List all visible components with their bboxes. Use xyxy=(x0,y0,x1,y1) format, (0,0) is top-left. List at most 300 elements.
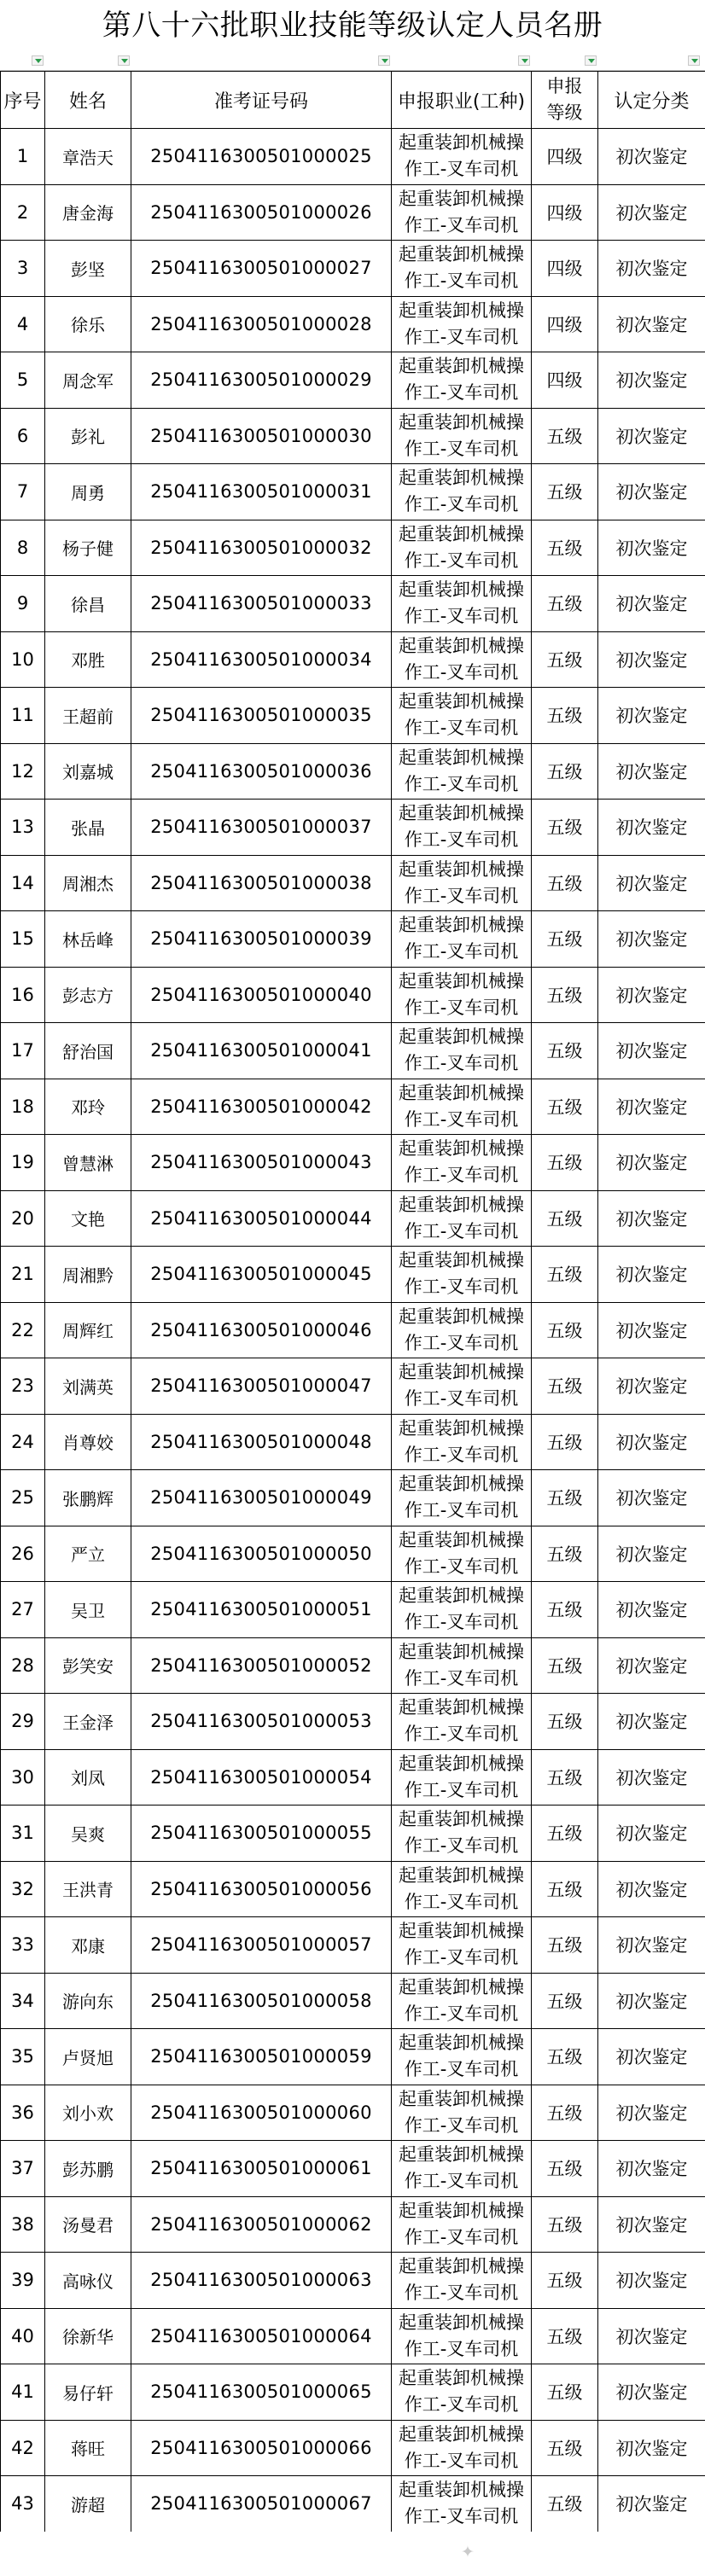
header-level xyxy=(532,72,598,129)
cell-job-line1: 起重装卸机械操 xyxy=(399,1026,524,1048)
cell-type: 初次鉴定 xyxy=(598,520,705,576)
cell-name: 张鹏辉 xyxy=(45,1470,131,1526)
cell-job xyxy=(392,2364,532,2421)
table-header-row xyxy=(1,72,705,129)
cell-cert: 2504116300501000065 xyxy=(131,2364,392,2421)
cell-cert: 2504116300501000059 xyxy=(131,2029,392,2085)
cell-cert: 2504116300501000042 xyxy=(131,1079,392,1135)
cell-name: 邓康 xyxy=(45,1917,131,1974)
table-row xyxy=(1,2476,705,2532)
cell-type: 初次鉴定 xyxy=(598,2141,705,2197)
cell-level: 四级 xyxy=(532,241,598,297)
cell-cert: 2504116300501000041 xyxy=(131,1023,392,1079)
cell-cert: 2504116300501000031 xyxy=(131,464,392,520)
cell-type: 初次鉴定 xyxy=(598,911,705,968)
cell-job-line1: 起重装卸机械操 xyxy=(399,244,524,265)
cell-seq: 33 xyxy=(1,1917,45,1974)
cell-level: 五级 xyxy=(532,1302,598,1358)
header-level-line2: 等级 xyxy=(546,102,583,123)
cell-job xyxy=(392,688,532,744)
cell-job xyxy=(392,1190,532,1247)
cell-job xyxy=(392,296,532,352)
cell-job-line2: 作工-叉车司机 xyxy=(404,1612,519,1633)
cell-level: 五级 xyxy=(532,631,598,688)
cell-job-line2: 作工-叉车司机 xyxy=(404,1165,519,1186)
cell-job-line2: 作工-叉车司机 xyxy=(404,1667,519,1689)
cell-type: 初次鉴定 xyxy=(598,800,705,856)
cell-job-line1: 起重装卸机械操 xyxy=(399,1809,524,1830)
cell-job xyxy=(392,2476,532,2532)
cell-job-line1: 起重装卸机械操 xyxy=(399,1585,524,1607)
cell-cert: 2504116300501000067 xyxy=(131,2476,392,2532)
cell-job-line1: 起重装卸机械操 xyxy=(399,2423,524,2445)
table-row xyxy=(1,2196,705,2253)
cell-type: 初次鉴定 xyxy=(598,967,705,1023)
cell-job xyxy=(392,2141,532,2197)
cell-job-line1: 起重装卸机械操 xyxy=(399,2144,524,2166)
cell-cert: 2504116300501000029 xyxy=(131,352,392,409)
cell-job-line2: 作工-叉车司机 xyxy=(404,1555,519,1577)
cell-level: 五级 xyxy=(532,688,598,744)
cell-cert: 2504116300501000051 xyxy=(131,1582,392,1638)
cell-job-line2: 作工-叉车司机 xyxy=(404,997,519,1018)
cell-job-line2: 作工-叉车司机 xyxy=(404,2394,519,2416)
cell-type: 初次鉴定 xyxy=(598,1637,705,1694)
cell-job-line2: 作工-叉车司机 xyxy=(404,773,519,794)
cell-job xyxy=(392,743,532,800)
cell-cert: 2504116300501000043 xyxy=(131,1135,392,1191)
cell-job xyxy=(392,1358,532,1415)
cell-job-line2: 作工-叉车司机 xyxy=(404,1444,519,1465)
table-row xyxy=(1,1806,705,1862)
cell-seq: 30 xyxy=(1,1749,45,1806)
cell-job-line1: 起重装卸机械操 xyxy=(399,1753,524,1774)
cell-type: 初次鉴定 xyxy=(598,855,705,911)
table-row xyxy=(1,1414,705,1470)
table-row xyxy=(1,1358,705,1415)
filter-dropdown-icon[interactable] xyxy=(585,55,597,66)
cell-job-line1: 起重装卸机械操 xyxy=(399,803,524,824)
cell-job-line2: 作工-叉车司机 xyxy=(404,1724,519,1745)
cell-seq: 29 xyxy=(1,1694,45,1750)
table-row xyxy=(1,2141,705,2197)
cell-name: 刘凤 xyxy=(45,1749,131,1806)
cell-job-line2: 作工-叉车司机 xyxy=(404,270,519,292)
cell-name: 肖尊姣 xyxy=(45,1414,131,1470)
roster-table xyxy=(0,71,705,2532)
cell-job xyxy=(392,464,532,520)
cell-job-line1: 起重装卸机械操 xyxy=(399,2200,524,2221)
cell-cert: 2504116300501000038 xyxy=(131,855,392,911)
cell-job xyxy=(392,2085,532,2141)
cell-name: 易仔轩 xyxy=(45,2364,131,2421)
cell-seq: 12 xyxy=(1,743,45,800)
cell-job-line2: 作工-叉车司机 xyxy=(404,2003,519,2024)
cell-level: 五级 xyxy=(532,2308,598,2364)
cell-job-line1: 起重装卸机械操 xyxy=(399,1474,524,1495)
cell-seq: 28 xyxy=(1,1637,45,1694)
cell-type: 初次鉴定 xyxy=(598,688,705,744)
cell-job-line1: 起重装卸机械操 xyxy=(399,1864,524,1886)
filter-bar xyxy=(0,51,705,71)
cell-cert: 2504116300501000030 xyxy=(131,408,392,464)
cell-type: 初次鉴定 xyxy=(598,1582,705,1638)
cell-seq: 31 xyxy=(1,1806,45,1862)
cell-seq: 26 xyxy=(1,1526,45,1582)
table-row xyxy=(1,855,705,911)
cell-type: 初次鉴定 xyxy=(598,2308,705,2364)
cell-job xyxy=(392,855,532,911)
cell-job xyxy=(392,2253,532,2309)
cell-type: 初次鉴定 xyxy=(598,2029,705,2085)
cell-job xyxy=(392,1694,532,1750)
cell-job-line2: 作工-叉车司机 xyxy=(404,214,519,236)
header-seq: 序号 xyxy=(1,72,45,129)
cell-cert: 2504116300501000052 xyxy=(131,1637,392,1694)
table-row xyxy=(1,2420,705,2476)
cell-cert: 2504116300501000044 xyxy=(131,1190,392,1247)
cell-cert: 2504116300501000058 xyxy=(131,1973,392,2029)
cell-cert: 2504116300501000066 xyxy=(131,2420,392,2476)
table-row xyxy=(1,1302,705,1358)
cell-level: 四级 xyxy=(532,129,598,185)
cell-type: 初次鉴定 xyxy=(598,631,705,688)
cell-level: 五级 xyxy=(532,408,598,464)
filter-dropdown-icon[interactable] xyxy=(118,55,130,66)
cell-job xyxy=(392,352,532,409)
cell-seq: 34 xyxy=(1,1973,45,2029)
cell-cert: 2504116300501000045 xyxy=(131,1247,392,1303)
cell-cert: 2504116300501000036 xyxy=(131,743,392,800)
cell-name: 舒治国 xyxy=(45,1023,131,1079)
cell-job xyxy=(392,1079,532,1135)
cell-job-line1: 起重装卸机械操 xyxy=(399,691,524,712)
cell-name: 邓玲 xyxy=(45,1079,131,1135)
cell-type: 初次鉴定 xyxy=(598,241,705,297)
cell-name: 彭志方 xyxy=(45,967,131,1023)
cell-job-line2: 作工-叉车司机 xyxy=(404,159,519,180)
cell-seq: 10 xyxy=(1,631,45,688)
cell-seq: 42 xyxy=(1,2420,45,2476)
cell-level: 五级 xyxy=(532,1637,598,1694)
table-row xyxy=(1,2029,705,2085)
cell-name: 严立 xyxy=(45,1526,131,1582)
cell-type: 初次鉴定 xyxy=(598,1190,705,1247)
filter-dropdown-icon[interactable] xyxy=(518,55,530,66)
cell-type: 初次鉴定 xyxy=(598,352,705,409)
cell-type: 初次鉴定 xyxy=(598,576,705,632)
cell-job-line1: 起重装卸机械操 xyxy=(399,915,524,936)
cell-job-line1: 起重装卸机械操 xyxy=(399,635,524,656)
cell-job xyxy=(392,408,532,464)
cell-name: 周湘黔 xyxy=(45,1247,131,1303)
cell-job-line2: 作工-叉车司机 xyxy=(404,1947,519,1968)
cell-seq: 4 xyxy=(1,296,45,352)
cell-name: 张晶 xyxy=(45,800,131,856)
cell-type: 初次鉴定 xyxy=(598,743,705,800)
table-row xyxy=(1,129,705,185)
cell-type: 初次鉴定 xyxy=(598,1023,705,1079)
cell-job xyxy=(392,1526,532,1582)
cell-level: 五级 xyxy=(532,1806,598,1862)
cell-cert: 2504116300501000040 xyxy=(131,967,392,1023)
cell-type: 初次鉴定 xyxy=(598,2420,705,2476)
cell-cert: 2504116300501000056 xyxy=(131,1861,392,1917)
cell-cert: 2504116300501000062 xyxy=(131,2196,392,2253)
cell-cert: 2504116300501000047 xyxy=(131,1358,392,1415)
cell-job-line1: 起重装卸机械操 xyxy=(399,1194,524,1215)
cell-seq: 13 xyxy=(1,800,45,856)
cell-job-line1: 起重装卸机械操 xyxy=(399,2311,524,2333)
cell-seq: 18 xyxy=(1,1079,45,1135)
cell-seq: 36 xyxy=(1,2085,45,2141)
cell-cert: 2504116300501000057 xyxy=(131,1917,392,1974)
cell-cert: 2504116300501000050 xyxy=(131,1526,392,1582)
cell-cert: 2504116300501000049 xyxy=(131,1470,392,1526)
cell-job xyxy=(392,1637,532,1694)
cell-job-line2: 作工-叉车司机 xyxy=(404,438,519,459)
table-row xyxy=(1,967,705,1023)
cell-name: 刘小欢 xyxy=(45,2085,131,2141)
cell-job-line1: 起重装卸机械操 xyxy=(399,1138,524,1160)
cell-seq: 24 xyxy=(1,1414,45,1470)
table-row xyxy=(1,1582,705,1638)
cell-job xyxy=(392,1023,532,1079)
cell-cert: 2504116300501000064 xyxy=(131,2308,392,2364)
cell-job xyxy=(392,1749,532,1806)
cell-job-line2: 作工-叉车司机 xyxy=(404,661,519,683)
cell-seq: 21 xyxy=(1,1247,45,1303)
cell-name: 徐乐 xyxy=(45,296,131,352)
cell-type: 初次鉴定 xyxy=(598,1973,705,2029)
cell-job-line2: 作工-叉车司机 xyxy=(404,494,519,515)
table-row xyxy=(1,1023,705,1079)
cell-level: 五级 xyxy=(532,2085,598,2141)
cell-job-line2: 作工-叉车司机 xyxy=(404,2338,519,2359)
cell-job-line2: 作工-叉车司机 xyxy=(404,2059,519,2080)
cell-type: 初次鉴定 xyxy=(598,1135,705,1191)
cell-job-line2: 作工-叉车司机 xyxy=(404,941,519,962)
cell-name: 彭笑安 xyxy=(45,1637,131,1694)
cell-type: 初次鉴定 xyxy=(598,1358,705,1415)
cell-cert: 2504116300501000032 xyxy=(131,520,392,576)
cell-name: 彭礼 xyxy=(45,408,131,464)
table-row xyxy=(1,1079,705,1135)
cell-job-line1: 起重装卸机械操 xyxy=(399,188,524,209)
cell-level: 五级 xyxy=(532,1190,598,1247)
cell-type: 初次鉴定 xyxy=(598,129,705,185)
cell-seq: 15 xyxy=(1,911,45,968)
cell-seq: 39 xyxy=(1,2253,45,2309)
cell-job-line1: 起重装卸机械操 xyxy=(399,1921,524,1942)
cell-job-line2: 作工-叉车司机 xyxy=(404,1276,519,1298)
table-row xyxy=(1,408,705,464)
cell-name: 高咏仪 xyxy=(45,2253,131,2309)
table-row xyxy=(1,2364,705,2421)
cell-seq: 19 xyxy=(1,1135,45,1191)
cell-seq: 40 xyxy=(1,2308,45,2364)
filter-dropdown-icon[interactable] xyxy=(688,55,700,66)
cell-job-line2: 作工-叉车司机 xyxy=(404,2282,519,2304)
cell-job xyxy=(392,1135,532,1191)
cell-cert: 2504116300501000035 xyxy=(131,688,392,744)
cell-job xyxy=(392,2308,532,2364)
cell-job-line2: 作工-叉车司机 xyxy=(404,2171,519,2192)
cell-name: 卢贤旭 xyxy=(45,2029,131,2085)
cell-level: 五级 xyxy=(532,1526,598,1582)
filter-dropdown-icon[interactable] xyxy=(32,55,44,66)
table-row xyxy=(1,1135,705,1191)
cell-job xyxy=(392,1861,532,1917)
cell-level: 五级 xyxy=(532,743,598,800)
table-row xyxy=(1,2085,705,2141)
cell-job-line2: 作工-叉车司机 xyxy=(404,1835,519,1857)
cell-job-line2: 作工-叉车司机 xyxy=(404,1500,519,1521)
table-row xyxy=(1,464,705,520)
table-row xyxy=(1,1526,705,1582)
cell-job-line2: 作工-叉车司机 xyxy=(404,1053,519,1074)
cell-job xyxy=(392,1302,532,1358)
cell-job-line1: 起重装卸机械操 xyxy=(399,411,524,433)
cell-job xyxy=(392,576,532,632)
cell-level: 五级 xyxy=(532,967,598,1023)
cell-type: 初次鉴定 xyxy=(598,1414,705,1470)
cell-job xyxy=(392,1973,532,2029)
cell-job-line2: 作工-叉车司机 xyxy=(404,2114,519,2136)
cell-name: 徐新华 xyxy=(45,2308,131,2364)
cell-job-line1: 起重装卸机械操 xyxy=(399,858,524,880)
cell-level: 五级 xyxy=(532,1694,598,1750)
cell-cert: 2504116300501000026 xyxy=(131,184,392,241)
cell-level: 五级 xyxy=(532,576,598,632)
cell-level: 五级 xyxy=(532,1247,598,1303)
cell-job-line1: 起重装卸机械操 xyxy=(399,2368,524,2389)
cell-job-line1: 起重装卸机械操 xyxy=(399,299,524,321)
cell-job xyxy=(392,2420,532,2476)
cell-seq: 6 xyxy=(1,408,45,464)
cell-seq: 27 xyxy=(1,1582,45,1638)
cell-job-line2: 作工-叉车司机 xyxy=(404,885,519,906)
cell-job-line2: 作工-叉车司机 xyxy=(404,1108,519,1130)
cell-name: 游超 xyxy=(45,2476,131,2532)
filter-dropdown-icon[interactable] xyxy=(378,55,390,66)
cell-job-line2: 作工-叉车司机 xyxy=(404,1891,519,1912)
cell-seq: 2 xyxy=(1,184,45,241)
cell-seq: 32 xyxy=(1,1861,45,1917)
cell-level: 五级 xyxy=(532,2420,598,2476)
cell-cert: 2504116300501000028 xyxy=(131,296,392,352)
cell-name: 王金泽 xyxy=(45,1694,131,1750)
cell-type: 初次鉴定 xyxy=(598,464,705,520)
cell-name: 周勇 xyxy=(45,464,131,520)
cell-job xyxy=(392,967,532,1023)
cell-job-line1: 起重装卸机械操 xyxy=(399,1362,524,1383)
table-row xyxy=(1,1190,705,1247)
cell-cert: 2504116300501000048 xyxy=(131,1414,392,1470)
cell-job-line2: 作工-叉车司机 xyxy=(404,1779,519,1800)
cell-job-line2: 作工-叉车司机 xyxy=(404,1388,519,1410)
table-row xyxy=(1,1917,705,1974)
table-row xyxy=(1,1749,705,1806)
cell-name: 徐昌 xyxy=(45,576,131,632)
cell-name: 唐金海 xyxy=(45,184,131,241)
cell-seq: 11 xyxy=(1,688,45,744)
table-row xyxy=(1,688,705,744)
cell-job xyxy=(392,184,532,241)
cell-level: 五级 xyxy=(532,1861,598,1917)
cell-seq: 20 xyxy=(1,1190,45,1247)
table-row xyxy=(1,1637,705,1694)
cell-seq: 43 xyxy=(1,2476,45,2532)
table-row xyxy=(1,520,705,576)
cell-job-line1: 起重装卸机械操 xyxy=(399,1082,524,1103)
cell-job xyxy=(392,241,532,297)
cell-level: 四级 xyxy=(532,296,598,352)
cell-cert: 2504116300501000060 xyxy=(131,2085,392,2141)
cell-level: 五级 xyxy=(532,800,598,856)
cell-type: 初次鉴定 xyxy=(598,2196,705,2253)
cell-job-line2: 作工-叉车司机 xyxy=(404,1220,519,1241)
cell-job xyxy=(392,1470,532,1526)
cell-level: 四级 xyxy=(532,184,598,241)
cell-cert: 2504116300501000037 xyxy=(131,800,392,856)
cell-job-line1: 起重装卸机械操 xyxy=(399,132,524,154)
cell-type: 初次鉴定 xyxy=(598,296,705,352)
cell-level: 五级 xyxy=(532,1917,598,1974)
cell-job-line2: 作工-叉车司机 xyxy=(404,2506,519,2527)
cell-type: 初次鉴定 xyxy=(598,1302,705,1358)
table-row xyxy=(1,576,705,632)
cell-cert: 2504116300501000055 xyxy=(131,1806,392,1862)
cell-cert: 2504116300501000061 xyxy=(131,2141,392,2197)
cell-name: 游向东 xyxy=(45,1973,131,2029)
cell-name: 曾慧淋 xyxy=(45,1135,131,1191)
cell-job-line1: 起重装卸机械操 xyxy=(399,2480,524,2501)
table-row xyxy=(1,1973,705,2029)
table-row xyxy=(1,2253,705,2309)
cell-name: 周辉红 xyxy=(45,1302,131,1358)
cell-level: 五级 xyxy=(532,2029,598,2085)
cell-seq: 5 xyxy=(1,352,45,409)
cell-seq: 37 xyxy=(1,2141,45,2197)
cell-type: 初次鉴定 xyxy=(598,1917,705,1974)
cell-name: 周湘杰 xyxy=(45,855,131,911)
cell-type: 初次鉴定 xyxy=(598,1749,705,1806)
cell-level: 五级 xyxy=(532,1470,598,1526)
cell-cert: 2504116300501000025 xyxy=(131,129,392,185)
cell-cert: 2504116300501000034 xyxy=(131,631,392,688)
cell-seq: 38 xyxy=(1,2196,45,2253)
cell-type: 初次鉴定 xyxy=(598,1079,705,1135)
cell-type: 初次鉴定 xyxy=(598,408,705,464)
cell-name: 章浩天 xyxy=(45,129,131,185)
cell-job-line2: 作工-叉车司机 xyxy=(404,718,519,739)
cell-level: 五级 xyxy=(532,1582,598,1638)
cell-job-line1: 起重装卸机械操 xyxy=(399,1697,524,1718)
table-row xyxy=(1,1694,705,1750)
header-level-line1: 申报 xyxy=(546,76,583,96)
cell-cert: 2504116300501000033 xyxy=(131,576,392,632)
table-row xyxy=(1,241,705,297)
cell-job xyxy=(392,1917,532,1974)
cell-type: 初次鉴定 xyxy=(598,2364,705,2421)
cell-seq: 14 xyxy=(1,855,45,911)
cell-type: 初次鉴定 xyxy=(598,1806,705,1862)
cell-job-line2: 作工-叉车司机 xyxy=(404,550,519,571)
cell-seq: 8 xyxy=(1,520,45,576)
cell-type: 初次鉴定 xyxy=(598,2253,705,2309)
table-row xyxy=(1,800,705,856)
